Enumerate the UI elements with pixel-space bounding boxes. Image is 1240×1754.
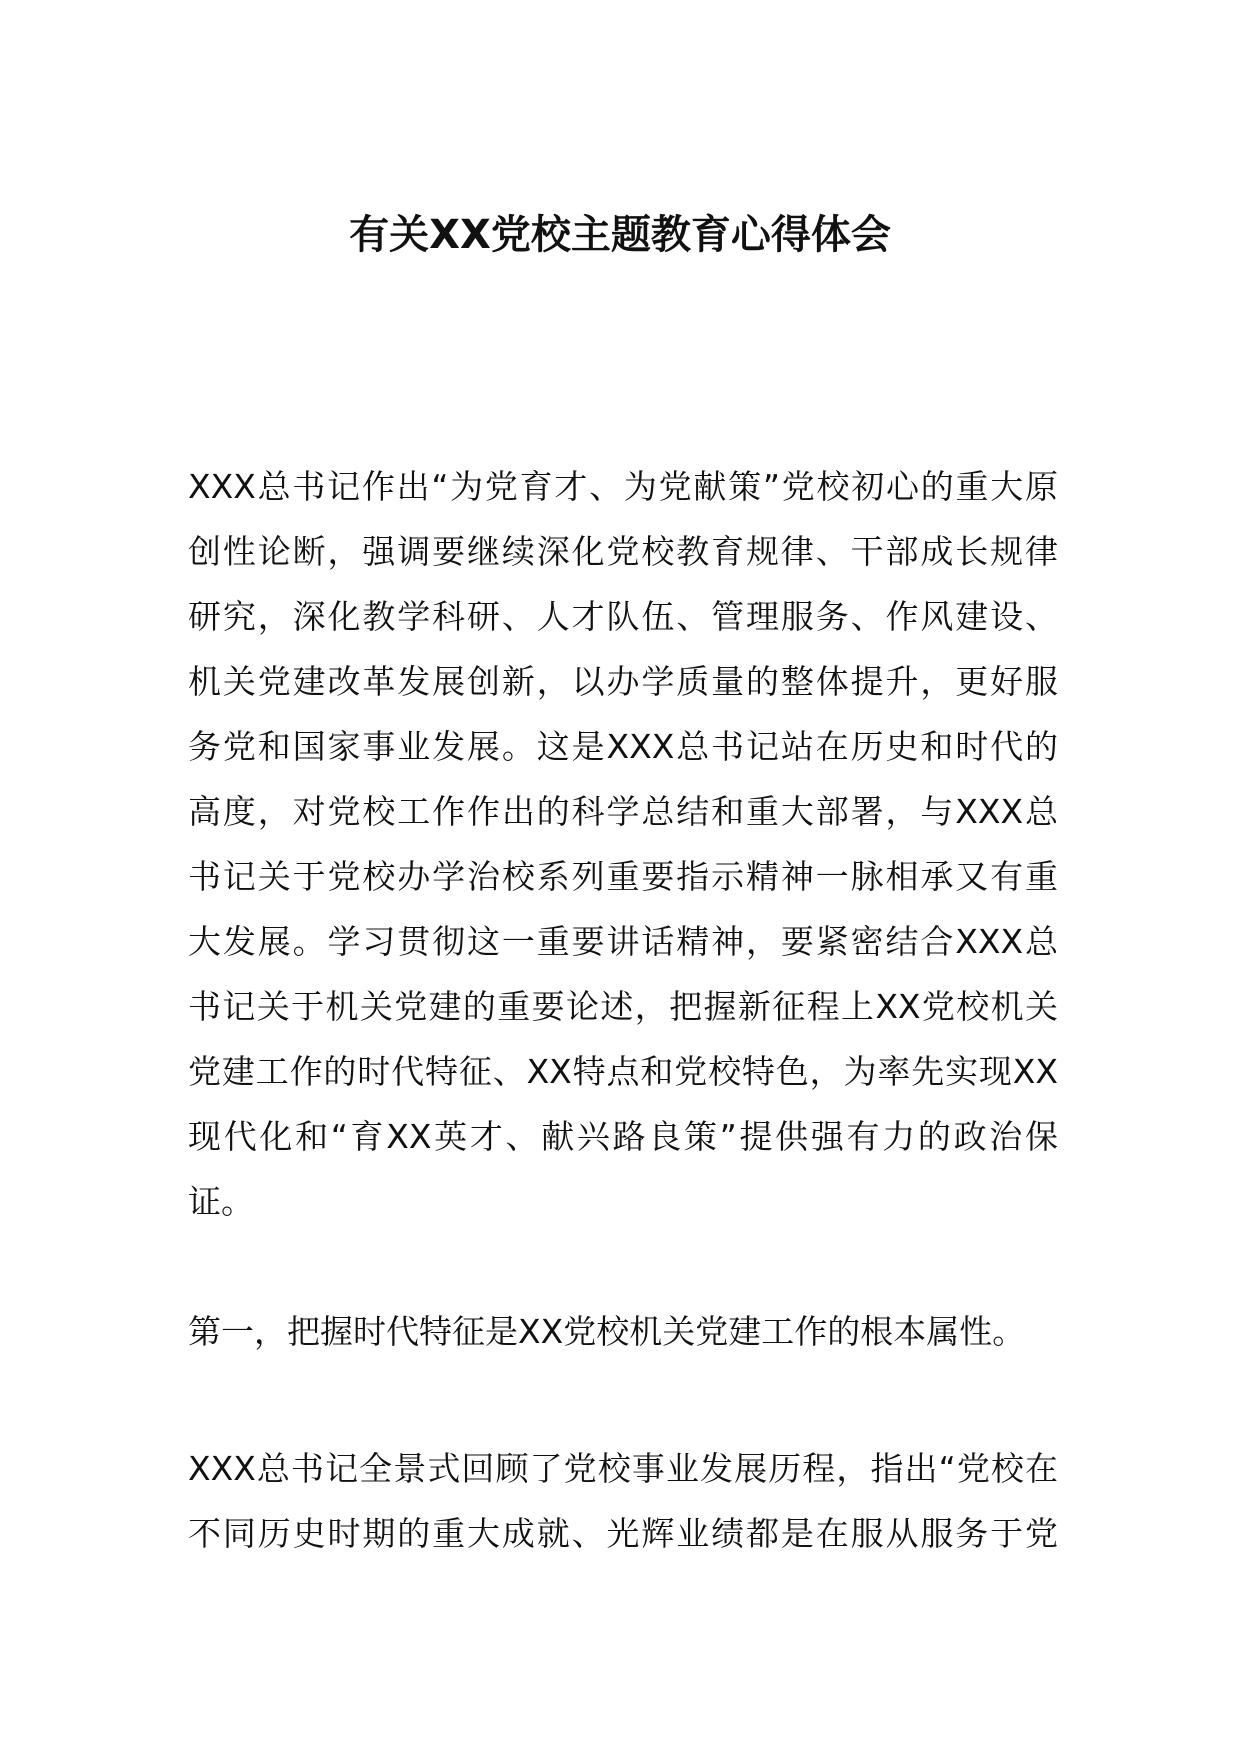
paragraph-line: 书记关于党校办学治校系列重要指示精神一脉相承又有重 — [188, 857, 1058, 896]
paragraph-line: 现代化和“育XX英才、献兴路良策”提供强有力的政治保 — [188, 1117, 1058, 1156]
paragraph-intro — [188, 454, 1058, 1234]
paragraph-line: 务党和国家事业发展。这是XXX总书记站在历史和时代的 — [188, 727, 1058, 766]
paragraph-line: 证。 — [188, 1182, 254, 1221]
paragraph-line: XXX总书记全景式回顾了党校事业发展历程，指出“党校在 — [188, 1449, 1058, 1488]
paragraph-line: 党建工作的时代特征、XX特点和党校特色，为率先实现XX — [188, 1052, 1058, 1091]
paragraph-line: 不同历史时期的重大成就、光辉业绩都是在服从服务于党 — [188, 1514, 1058, 1553]
paragraph-history — [188, 1436, 1058, 1566]
paragraph-line: 高度，对党校工作作出的科学总结和重大部署，与XXX总 — [188, 792, 1058, 831]
paragraph-line: XXX总书记作出“为党育才、为党献策”党校初心的重大原 — [188, 467, 1058, 506]
section-heading-first — [188, 1299, 1058, 1364]
paragraph-line: 创性论断，强调要继续深化党校教育规律、干部成长规律 — [188, 532, 1058, 571]
paragraph-line: 研究，深化教学科研、人才队伍、管理服务、作风建设、 — [188, 597, 1058, 636]
document-title: 有关XX党校主题教育心得体会 — [349, 212, 891, 258]
paragraph-line: 机关党建改革发展创新，以办学质量的整体提升，更好服 — [188, 662, 1058, 701]
paragraph-line: 第一，把握时代特征是XX党校机关党建工作的根本属性。 — [188, 1312, 1026, 1351]
paragraph-line: 大发展。学习贯彻这一重要讲话精神，要紧密结合XXX总 — [188, 922, 1058, 961]
paragraph-line: 书记关于机关党建的重要论述，把握新征程上XX党校机关 — [188, 987, 1058, 1026]
